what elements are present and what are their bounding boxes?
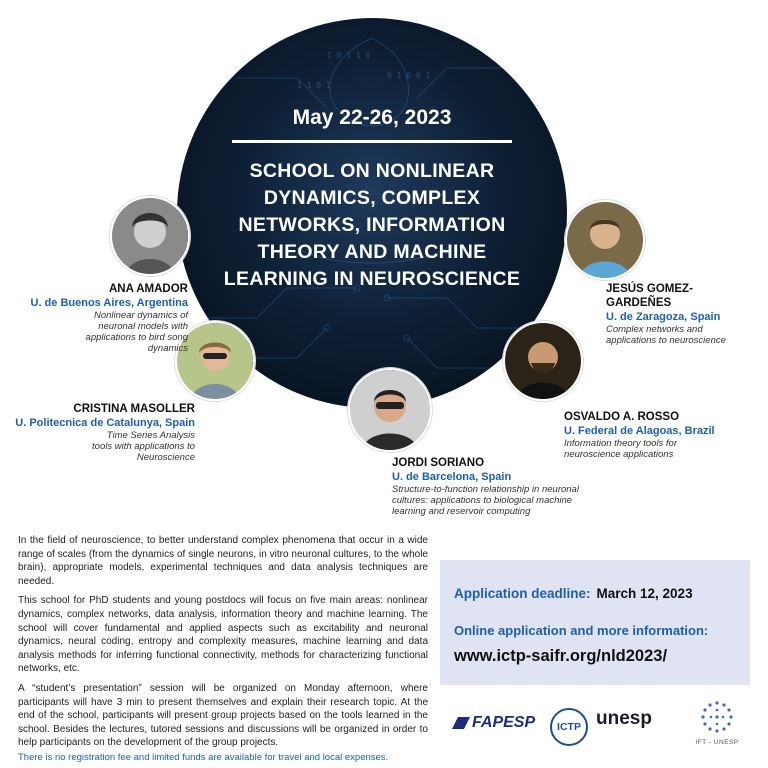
speaker-institution: U. Politecnica de Catalunya, Spain (15, 417, 195, 429)
deadline (454, 586, 693, 601)
website-link[interactable]: www.ictp-saifr.org/nld2023/ (454, 647, 668, 665)
speaker-ana-amador (20, 282, 188, 354)
application-info-box (440, 560, 750, 685)
fapesp-mark-icon (452, 717, 470, 729)
speaker-jordi-soriano (392, 456, 592, 517)
description-paragraph: In the field of neuroscience, to better understand complex phenomena that occur in a wide range of scales (from the dynamics of single neurons, in vitro neuronal cultures, to the whole brain), appropriate models, experimental techniques and data analysis techniques are needed. (18, 535, 428, 587)
svg-text:1 1 0 1: 1 1 0 1 (297, 81, 331, 90)
speaker-osvaldo-rosso (564, 410, 744, 460)
speaker-name: ANA AMADOR (108, 283, 188, 295)
speaker-institution: U. de Barcelona, Spain (392, 471, 512, 483)
photo-jordi-soriano (348, 368, 432, 452)
speaker-topic: Time Series Analysis tools with applications to Neuroscience (92, 430, 195, 463)
speaker-name: JORDI SORIANO (392, 457, 485, 469)
speaker-topic: Nonlinear dynamics of neuronal models with applications to bird song dynamics (85, 310, 188, 354)
speaker-name: OSVALDO A. ROSSO (564, 411, 680, 423)
ift-logo-text: IFT - UNESP (695, 739, 739, 746)
ift-unesp-logo (690, 700, 744, 746)
unesp-logo-text: unesp (596, 708, 652, 729)
speaker-name: CRISTINA MASOLLER (73, 403, 195, 415)
fapesp-logo (452, 714, 535, 732)
unesp-logo (596, 708, 652, 730)
funding-note: There is no registration fee and limited funds are available for travel and local expenses. (18, 752, 389, 763)
speaker-institution: U. Federal de Alagoas, Brazil (564, 425, 715, 437)
speaker-topic: Complex networks and applications to neuroscience (606, 324, 726, 346)
ift-dots-icon (700, 700, 734, 734)
description-paragraph: This school for PhD students and young postdocs will focus on five main areas: nonlinear dynamics, complex networks, data analysis, information theory and machine learning. The school will cover fundamental and applied aspects such as excitability and neuronal dynamics, neural coding, entropy and complexity measures, machine learning and data analysis methods for inferring functional connectivity, methods for characterizing functional networks, etc. (18, 595, 428, 675)
speaker-institution: U. de Buenos Aires, Argentina (30, 297, 188, 309)
svg-text:0 1 0 0 1: 0 1 0 0 1 (387, 71, 431, 80)
deadline-value: March 12, 2023 (596, 586, 693, 601)
speaker-jesus-gomez-gardenes (606, 282, 756, 346)
divider (232, 140, 512, 143)
speaker-topic: Information theory tools for neuroscience applications (564, 438, 677, 460)
speaker-topic: Structure-to-function relationship in neuronal cultures: applications to biological machine learning and reservoir computing (392, 484, 579, 517)
online-application-label: Online application and more information: (454, 623, 709, 638)
ictp-logo: ICTP (550, 708, 588, 746)
photo-osvaldo-rosso (503, 321, 583, 401)
description (18, 534, 428, 756)
speaker-institution: U. de Zaragoza, Spain (606, 311, 721, 323)
deadline-label: Application deadline: (454, 586, 591, 601)
fapesp-logo-text: FAPESP (472, 714, 536, 731)
event-title: SCHOOL ON NONLINEAR DYNAMICS, COMPLEX NETWORKS, INFORMATION THEORY AND MACHINE LEARNING IN NEUROSCIENCE (223, 160, 521, 290)
photo-ana-amador (110, 196, 190, 276)
speaker-name: JESÚS GOMEZ-GARDEÑES (606, 283, 693, 309)
photo-jesus-gomez-gardenes (565, 200, 645, 280)
svg-text:1 0 1 1 0: 1 0 1 1 0 (327, 51, 371, 60)
event-date: May 22-26, 2023 (292, 106, 452, 129)
speaker-cristina-masoller (15, 402, 195, 463)
description-paragraph: A “student’s presentation” session will be organized on Monday afternoon, where participants will have 3 min to present themselves and explain their research topic. At the end of the school, participants will present group projects based on the tools learned in the school. Besides the lectures, tutored sessions and discussions will be organized in order to help participants on the development of the group projects. (18, 682, 428, 749)
